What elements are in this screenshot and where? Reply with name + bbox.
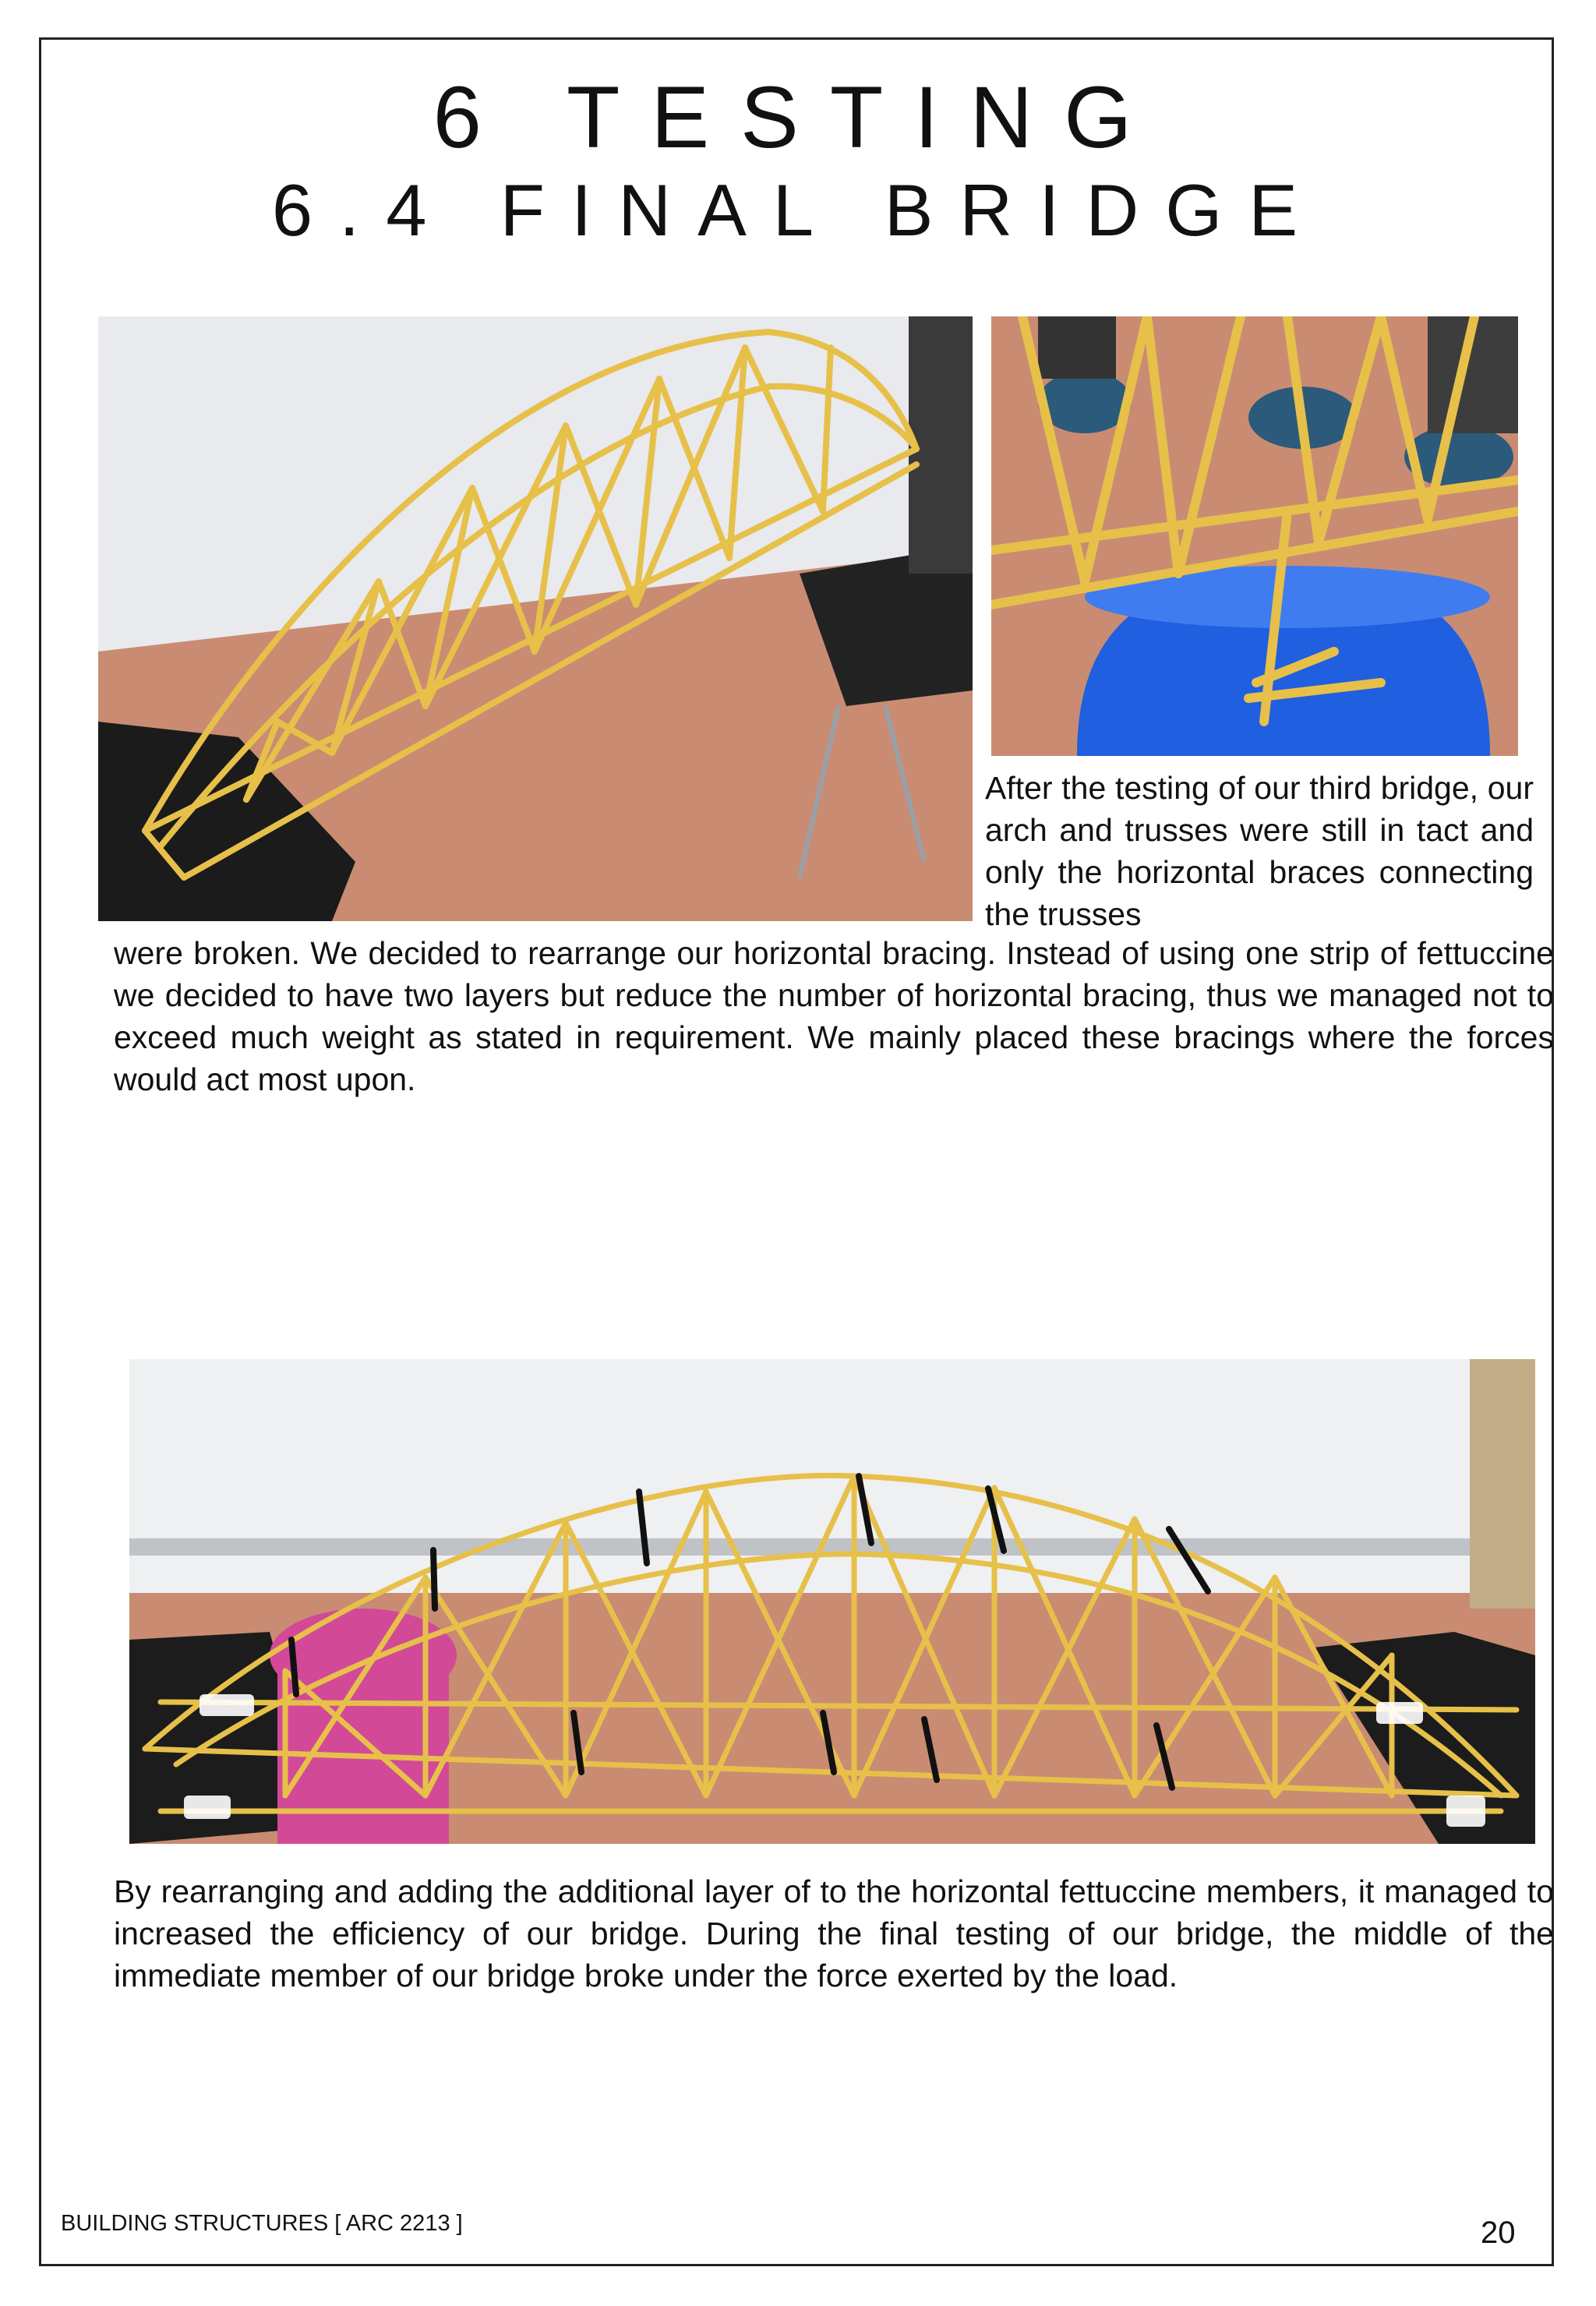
bridge-photo-load-closeup: [991, 316, 1518, 756]
page-number: 20: [1481, 2216, 1516, 2250]
bridge-photo-side-view: [98, 316, 973, 921]
final-bridge-photo-annotated: [129, 1359, 1535, 1844]
paragraph-side-text: After the testing of our third bridge, our arch and trusses were still in tact and only the horizontal braces connecting the trusses: [985, 770, 1534, 932]
paragraph-final-testing: By rearranging and adding the additional layer of to the horizontal fettuccine members, it managed to increased the efficiency of our bridge. During the final testing of our bridge, the middle of the immediate member of our bridge broke under the force exerted by the load.: [114, 1873, 1554, 1993]
footer-course-label: BUILDING STRUCTURES [ ARC 2213 ]: [61, 2211, 463, 2236]
paragraph-bracing-text: were broken. We decided to rearrange our horizontal bracing. Instead of using one strip of fettuccine we decided to have two layers but reduce the number of horizontal bracing, thus we managed not to exceed much weight as stated in requirement. We mainly placed these bracings where the forces would act most upon.: [114, 935, 1554, 1097]
page-subtitle: 6.4 FINAL BRIDGE: [271, 169, 1325, 251]
page-title: 6 TESTING: [433, 69, 1163, 166]
